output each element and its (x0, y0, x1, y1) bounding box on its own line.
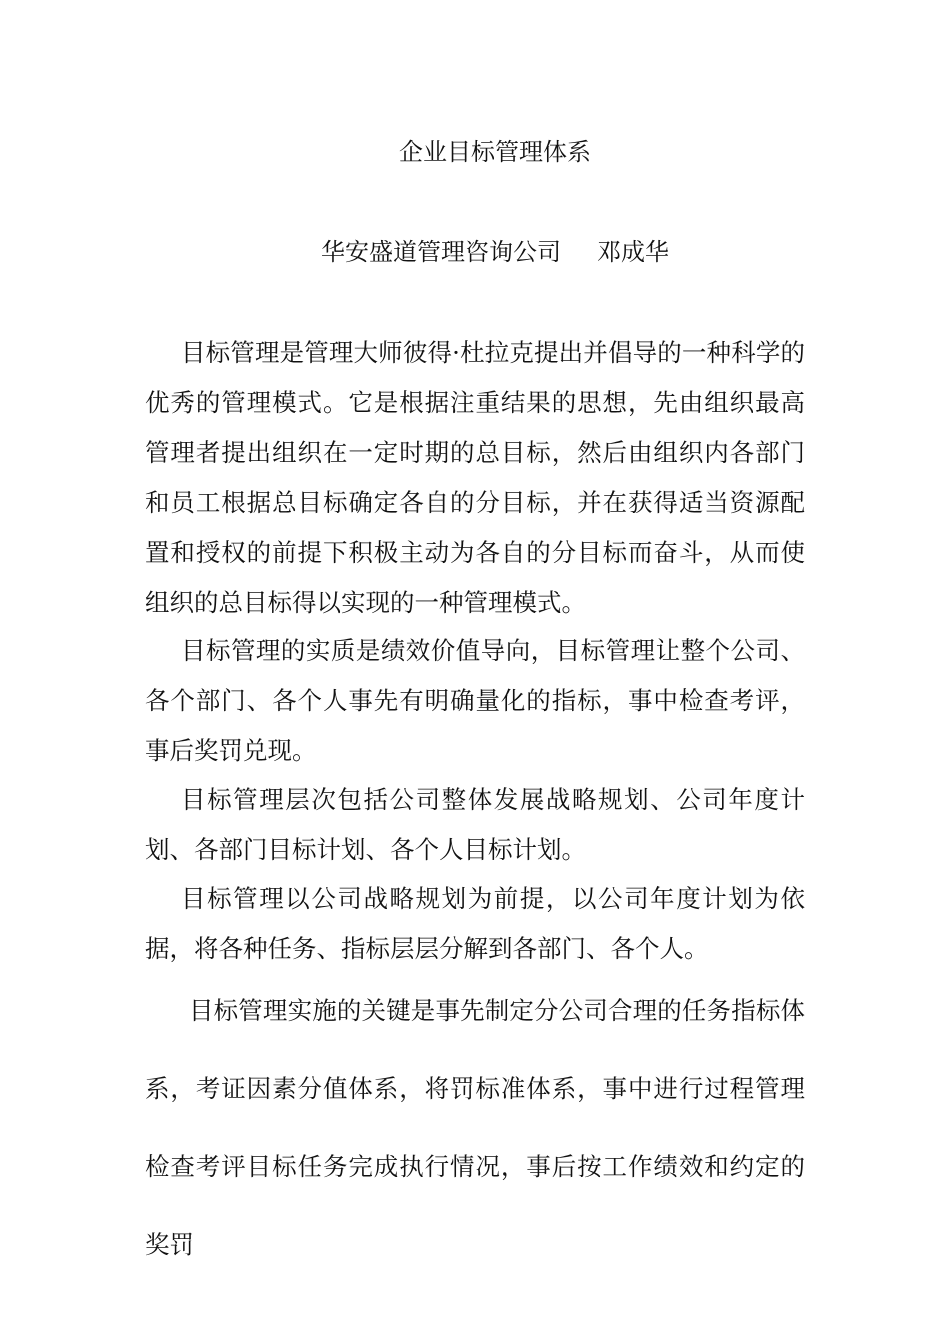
paragraph-block (145, 775, 805, 875)
author-line (0, 232, 950, 272)
paragraph: 目标管理实施的关键是事先制定分公司合理的任务指标体系，考证因素分值体系，将罚标准体系，事中进行过程管理检查考评目标任务完成执行情况，事后按工作绩效和约定的奖罚 (145, 996, 805, 1259)
paragraph-block (145, 328, 805, 628)
author-organization: 华安盛道管理咨询公司 (321, 238, 561, 266)
paragraph: 目标管理以公司战略规划为前提，以公司年度计划为依据，将各种任务、指标层层分解到各部门、各个人。 (145, 884, 805, 963)
author-name: 邓成华 (597, 238, 669, 266)
paragraph: 目标管理层次包括公司整体发展战略规划、公司年度计划、各部门目标计划、各个人目标计划。 (145, 785, 805, 864)
paragraph: 目标管理的实质是绩效价值导向，目标管理让整个公司、各个部门、各个人事先有明确量化的指标，事中检查考评，事后奖罚兑现。 (145, 636, 805, 765)
paragraph-block (145, 972, 805, 1284)
paragraph: 目标管理是管理大师彼得·杜拉克提出并倡导的一种科学的优秀的管理模式。它是根据注重结果的思想，先由组织最高管理者提出组织在一定时期的总目标，然后由组织内各部门和员工根据总目标确定各自的分目标，并在获得适当资源配置和授权的前提下积极主动为各自的分目标而奋斗，从而使组织的总目标得以实现的一种管理模式。 (145, 338, 805, 617)
paragraph-block (145, 626, 805, 776)
document-title: 企业目标管理体系 (399, 138, 591, 166)
paragraph-block (145, 874, 805, 974)
